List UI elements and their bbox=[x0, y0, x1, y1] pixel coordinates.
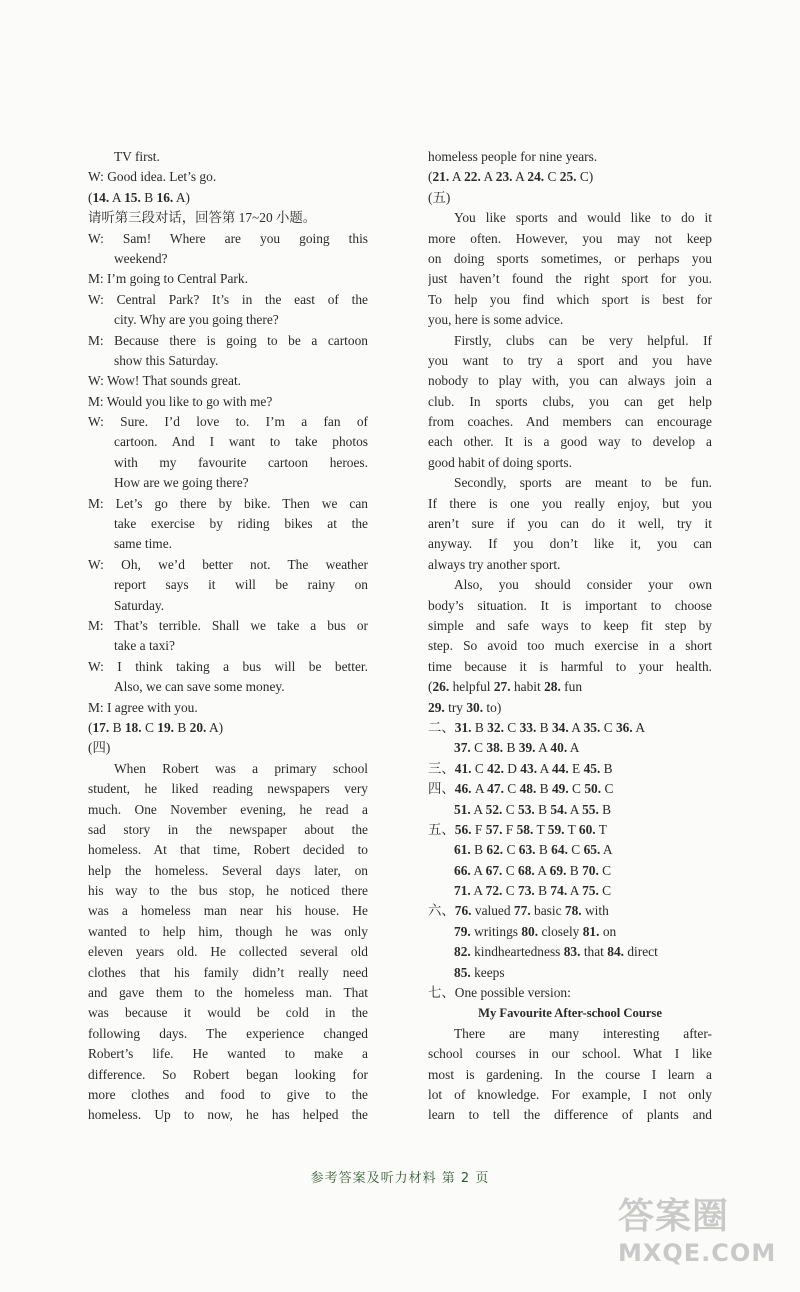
right-column-line: club. In sports clubs, you can get help bbox=[428, 393, 712, 409]
right-column-line: school courses in our school. What I like bbox=[428, 1046, 712, 1062]
left-column-line: was a homeless man near his house. He bbox=[88, 903, 368, 919]
right-column-line: always try another sport. bbox=[428, 556, 561, 572]
right-column-line: Also, you should consider your own bbox=[454, 577, 712, 593]
left-column-line: and gave them to the homeless man. That bbox=[88, 985, 368, 1001]
left-column-line: weekend? bbox=[114, 250, 168, 266]
right-column-line: 三、41. C 42. D 43. A 44. E 45. B bbox=[428, 760, 613, 776]
left-column-line: eleven years old. He collected several old bbox=[88, 944, 368, 960]
right-column-line: from coaches. And members can encourage bbox=[428, 414, 712, 430]
left-column-line: (17. B 18. C 19. B 20. A) bbox=[88, 719, 224, 735]
left-column-line: (四) bbox=[88, 740, 111, 756]
left-column-line: student, he liked reading newspapers very bbox=[88, 781, 368, 797]
left-column-line: cartoon. And I want to take photos bbox=[114, 434, 368, 450]
left-column-line: difference. So Robert began looking for bbox=[88, 1066, 368, 1082]
right-column-line: 66. A 67. C 68. A 69. B 70. C bbox=[454, 862, 612, 878]
right-column-line: 79. writings 80. closely 81. on bbox=[454, 923, 617, 939]
right-column-line: you want to try a sport and you have bbox=[428, 352, 712, 368]
left-column-line: homeless. Up to now, he has helped the bbox=[88, 1107, 368, 1123]
right-column-line: good habit of doing sports. bbox=[428, 454, 572, 470]
left-column-line: M: Let’s go there by bike. Then we can bbox=[88, 495, 368, 511]
right-column-line: 85. keeps bbox=[454, 964, 505, 980]
left-column-line: (14. A 15. B 16. A) bbox=[88, 189, 190, 205]
left-column-line: his way to the bus stop, he noticed there bbox=[88, 883, 368, 899]
left-column-line: W: Sam! Where are you going this bbox=[88, 230, 368, 246]
left-column-line: more clothes and food to give to the bbox=[88, 1086, 368, 1102]
left-column-line: clothes that his family didn’t really need bbox=[88, 964, 368, 980]
right-column-line: homeless people for nine years. bbox=[428, 149, 598, 164]
left-column-line: take a taxi? bbox=[114, 638, 175, 654]
right-column-line: To help you find which sport is best for bbox=[428, 291, 712, 307]
right-column-line: If there is one you really enjoy, but you bbox=[428, 495, 712, 511]
left-column-line: W: I think taking a bus will be better. bbox=[88, 658, 368, 674]
left-column-line: TV first. bbox=[114, 149, 160, 164]
right-column-line: on doing sports sometimes, or perhaps you bbox=[428, 250, 712, 266]
left-column-line: take exercise by riding bikes at the bbox=[114, 516, 368, 532]
right-column-line: Firstly, clubs can be very helpful. If bbox=[454, 332, 712, 348]
right-column-line: anyway. If you don’t like it, you can bbox=[428, 536, 712, 552]
left-column-line: 请听第三段对话，回答第 17~20 小题。 bbox=[88, 210, 317, 226]
watermark-url: MXQE.COM bbox=[618, 1239, 777, 1267]
right-column-line: nobody to play with, you can always join a bbox=[428, 373, 712, 389]
left-column-line: Robert’s life. He wanted to make a bbox=[88, 1046, 368, 1062]
right-column-line: you, here is some advice. bbox=[428, 312, 564, 328]
right-column bbox=[428, 147, 712, 1126]
left-column-line: When Robert was a primary school bbox=[114, 760, 368, 776]
left-column-line: W: Good idea. Let’s go. bbox=[88, 169, 217, 185]
left-column-line: M: That’s terrible. Shall we take a bus or bbox=[88, 617, 368, 633]
left-column-line: M: I’m going to Central Park. bbox=[88, 271, 248, 287]
left-column-line: M: Because there is going to be a cartoon bbox=[88, 332, 368, 348]
right-column-line: My Favourite After-school Course bbox=[478, 1006, 662, 1021]
left-column-line: wanted to help him, though he was only bbox=[88, 923, 368, 939]
left-column-line: W: Oh, we’d better not. The weather bbox=[88, 556, 368, 572]
right-column-line: 71. A 72. C 73. B 74. A 75. C bbox=[454, 883, 612, 899]
right-column-line: (26. helpful 27. habit 28. fun bbox=[428, 679, 583, 695]
left-column-line: W: Wow! That sounds great. bbox=[88, 373, 242, 389]
right-column-line: 37. C 38. B 39. A 40. A bbox=[454, 740, 580, 756]
right-column-line: 61. B 62. C 63. B 64. C 65. A bbox=[454, 842, 613, 858]
left-column-line: W: Sure. I’d love to. I’m a fan of bbox=[88, 414, 368, 430]
right-column-line: learn to tell the difference of plants and bbox=[428, 1107, 712, 1123]
right-column-line: 82. kindheartedness 83. that 84. direct bbox=[454, 944, 658, 960]
right-column-line: 六、76. valued 77. basic 78. with bbox=[428, 903, 609, 919]
left-column bbox=[88, 147, 368, 1126]
right-column-line: (21. A 22. A 23. A 24. C 25. C) bbox=[428, 169, 594, 185]
watermark-logo-text: 答案圈 bbox=[618, 1196, 730, 1237]
right-column-line: simple and safe ways to keep fit step by bbox=[428, 617, 712, 633]
left-column-line: city. Why are you going there? bbox=[114, 312, 279, 328]
right-column-line: 51. A 52. C 53. B 54. A 55. B bbox=[454, 801, 612, 817]
right-column-line: Secondly, sports are meant to be fun. bbox=[454, 475, 712, 491]
right-column-line: 29. try 30. to) bbox=[428, 699, 502, 715]
left-column-line: with my favourite cartoon heroes. bbox=[114, 454, 368, 470]
left-column-line: W: Central Park? It’s in the east of the bbox=[88, 291, 368, 307]
right-column-line: lot of knowledge. For example, I not only bbox=[428, 1086, 712, 1102]
right-column-line: You like sports and would like to do it bbox=[454, 210, 712, 226]
left-column-line: show this Saturday. bbox=[114, 352, 219, 368]
left-column-line: help the homeless. Several days later, on bbox=[88, 862, 368, 878]
right-column-line: aren’t sure if you can do it well, try it bbox=[428, 516, 712, 532]
left-column-line: homeless. At that time, Robert decided to bbox=[88, 842, 368, 858]
right-column-line: most is gardening. In the course I learn a bbox=[428, 1066, 712, 1082]
page-footer: 参考答案及听力材料 第 2 页 bbox=[310, 1171, 490, 1186]
left-column-line: Saturday. bbox=[114, 597, 165, 613]
right-column-line: 五、56. F 57. F 58. T 59. T 60. T bbox=[428, 821, 607, 837]
right-column-line: There are many interesting after- bbox=[454, 1025, 712, 1041]
left-column-line: report says it will be rainy on bbox=[114, 577, 368, 593]
watermark bbox=[618, 1196, 778, 1280]
right-column-line: more often. However, you may not keep bbox=[428, 230, 712, 246]
right-column-line: step. So avoid too much exercise in a short bbox=[428, 638, 712, 654]
right-column-line: (五) bbox=[428, 189, 451, 205]
left-column-line: Also, we can save some money. bbox=[114, 679, 285, 695]
left-column-line: M: Would you like to go with me? bbox=[88, 393, 273, 409]
left-column-line: sad story in the newspaper about the bbox=[88, 821, 368, 837]
left-column-line: same time. bbox=[114, 536, 173, 552]
right-column-line: time because it is harmful to your health. bbox=[428, 658, 712, 674]
right-column-line: 二、31. B 32. C 33. B 34. A 35. C 36. A bbox=[428, 719, 646, 735]
right-column-line: body’s situation. It is important to choose bbox=[428, 597, 712, 613]
right-column-line: 四、46. A 47. C 48. B 49. C 50. C bbox=[428, 781, 614, 797]
right-column-line: 七、One possible version: bbox=[428, 985, 571, 1001]
right-column-line: just haven’t found the right sport for you. bbox=[428, 271, 712, 287]
left-column-line: M: I agree with you. bbox=[88, 699, 198, 715]
right-column-line: each other. It is a good way to develop a bbox=[428, 434, 712, 450]
left-column-line: much. One November evening, he read a bbox=[88, 801, 368, 817]
left-column-line: was because it would be cold in the bbox=[88, 1005, 368, 1021]
left-column-line: How are we going there? bbox=[114, 475, 249, 491]
left-column-line: following days. The experience changed bbox=[88, 1025, 368, 1041]
